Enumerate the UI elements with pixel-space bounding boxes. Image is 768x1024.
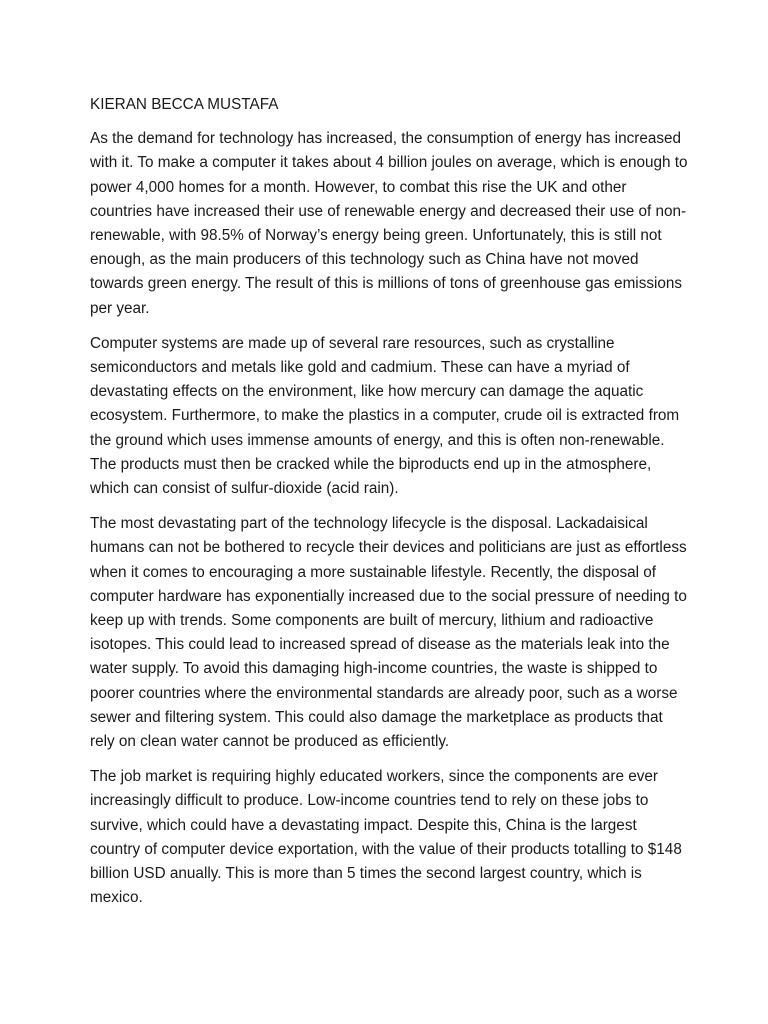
paragraph-rare-resources: Computer systems are made up of several rare resources, such as crystalline semiconductors and metals like gold and cadmium. These can have a myriad of devastating effects on the environment, like how mercury can damage the aquatic ecosystem. Furthermore, to make the plastics in a computer, crude oil is extracted from the ground which uses immense amounts of energy, and this is often non-renewable. The products must then be cracked while the biproducts end up in the atmosphere, which can consist of sulfur-dioxide (acid rain).: [90, 334, 680, 498]
author-name: KIERAN BECCA MUSTAFA: [90, 96, 279, 113]
paragraph-energy-consumption: As the demand for technology has increased, the consumption of energy has increased with it. To make a computer it takes about 4 billion joules on average, which is enough to power 4,000 homes for a month. However, to combat this rise the UK and other countries have increased their use of renewable energy and decreased their use of non-renewable, with 98.5% of Norway’s energy being green. Unfortunately, this is still not enough, as the main producers of this technology such as China have not moved towards green energy. The result of this is millions of tons of greenhouse gas emissions per year.: [90, 130, 688, 317]
paragraph-disposal: The most devastating part of the technology lifecycle is the disposal. Lackadaisical humans can not be bothered to recycle their devices and politicians are just as effortless when it comes to encouraging a more sustainable lifestyle. Recently, the disposal of computer hardware has exponentially increased due to the social pressure of needing to keep up with trends. Some components are built of mercury, lithium and radioactive isotopes. This could lead to increased spread of disease as the materials leak into the water supply. To avoid this damaging high-income countries, the waste is shipped to poorer countries where the environmental standards are already poor, such as a worse sewer and filtering system. This could also damage the marketplace as products that rely on clean water cannot be produced as efficiently.: [90, 515, 687, 751]
paragraph-job-market: The job market is requiring highly educated workers, since the components are ever increasingly difficult to produce. Low-income countries tend to rely on these jobs to survive, which could have a devastating impact. Despite this, China is the largest country of computer device exportation, with the value of their products totalling to $148 billion USD anually. This is more than 5 times the second largest country, which is mexico.: [90, 768, 682, 907]
document-body: [90, 93, 690, 922]
